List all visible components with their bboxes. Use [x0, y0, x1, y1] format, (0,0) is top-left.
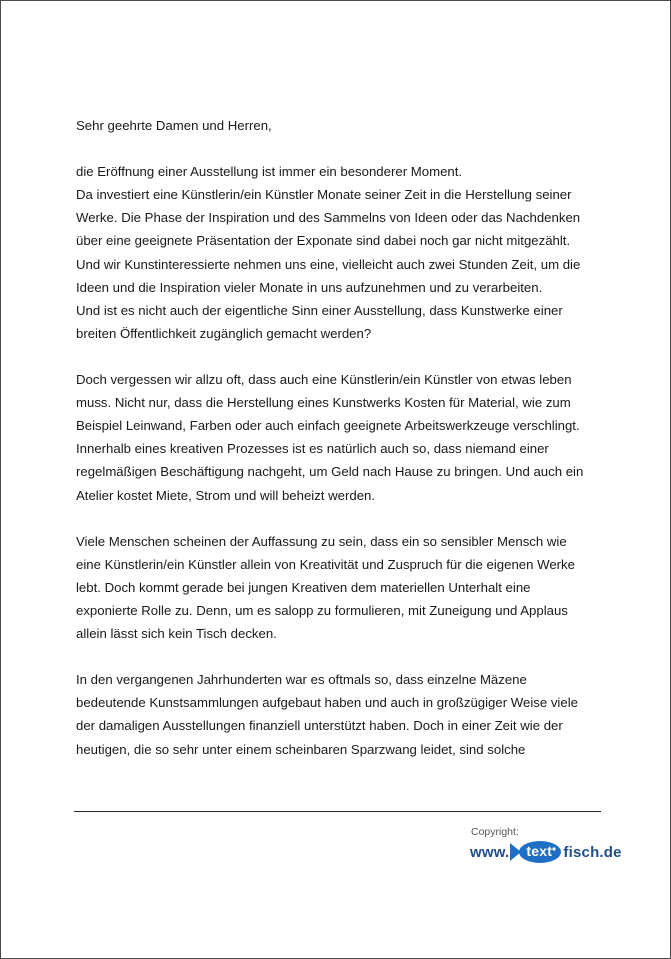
text-line: regelmäßigen Beschäftigung nachgeht, um Geld nach Hause zu bringen. Und auch ein — [76, 464, 584, 480]
paragraph-1 — [76, 160, 606, 345]
text-line: Innerhalb eines kreativen Prozesses ist es natürlich auch so, dass niemand einer — [76, 441, 549, 457]
paragraph-4 — [76, 668, 606, 760]
text-line: Und ist es nicht auch der eigentliche Sinn einer Ausstellung, dass Kunstwerke einer — [76, 302, 563, 318]
letter-body — [76, 114, 606, 761]
paragraph-2 — [76, 368, 606, 507]
fish-logo-icon — [510, 840, 562, 864]
text-line: Doch vergessen wir allzu oft, dass auch eine Künstlerin/ein Künstler von etwas leben — [76, 372, 572, 388]
text-line: exponierte Rolle zu. Denn, um es salopp zu formulieren, mit Zuneigung und Applaus — [76, 602, 568, 618]
text-line: Werke. Die Phase der Inspiration und des Sammelns von Ideen oder das Nachdenken — [76, 210, 581, 226]
logo-fish-word: text — [526, 843, 553, 859]
text-line: allein lässt sich kein Tisch decken. — [76, 626, 277, 642]
text-line: muss. Nicht nur, dass die Herstellung eines Kunstwerks Kosten für Material, wie zum — [76, 395, 571, 411]
text-line: der damaligen Ausstellungen finanziell unterstützt haben. Doch in einer Zeit wie der — [76, 718, 563, 734]
text-line: heutigen, die so sehr unter einem scheinbaren Sparzwang leidet, sind solche — [76, 741, 526, 757]
text-line: Atelier kostet Miete, Strom und will beheizt werden. — [76, 487, 376, 503]
text-line: Ideen und die Inspiration vieler Monate in uns aufzunehmen und zu verarbeiten. — [76, 279, 543, 295]
footer-divider — [74, 811, 601, 812]
paragraph-3 — [76, 530, 606, 645]
paragraph-gap — [76, 137, 606, 160]
text-line: Und wir Kunstinteressierte nehmen uns eine, vielleicht auch zwei Stunden Zeit, um die — [76, 256, 581, 272]
text-line: Da investiert eine Künstlerin/ein Künstler Monate seiner Zeit in die Herstellung seiner — [76, 187, 572, 203]
text-line: Viele Menschen scheinen der Auffassung zu sein, dass ein so sensibler Mensch wie — [76, 533, 567, 549]
text-line: lebt. Doch kommt gerade bei jungen Kreativen dem materiellen Unterhalt eine — [76, 579, 531, 595]
text-line: bedeutende Kunstsammlungen aufgebaut haben und auch in großzügiger Weise viele — [76, 695, 578, 711]
text-line: In den vergangenen Jahrhunderten war es oftmals so, dass einzelne Mäzene — [76, 672, 527, 688]
text-line: breiten Öffentlichkeit zugänglich gemacht werden? — [76, 325, 372, 341]
salutation: Sehr geehrte Damen und Herren, — [76, 118, 272, 133]
paragraph-gap — [76, 645, 606, 668]
text-line: Beispiel Leinwand, Farben oder auch einfach geeignete Arbeitswerkzeuge verschlingt. — [76, 418, 580, 434]
paragraph-gap — [76, 507, 606, 530]
copyright-label: Copyright: — [471, 826, 519, 838]
logo-suffix: fisch.de — [563, 843, 622, 861]
logo-prefix: www. — [470, 843, 510, 861]
text-line: die Eröffnung einer Ausstellung ist immer ein besonderer Moment. — [76, 164, 463, 180]
text-line: eine Künstlerin/ein Künstler allein von Kreativität und Zuspruch für die eigenen Werke — [76, 556, 575, 572]
textfisch-logo[interactable] — [470, 839, 622, 865]
paragraph-gap — [76, 345, 606, 368]
text-line: über eine geeignete Präsentation der Exponate sind dabei noch gar nicht mitgezählt. — [76, 233, 571, 249]
